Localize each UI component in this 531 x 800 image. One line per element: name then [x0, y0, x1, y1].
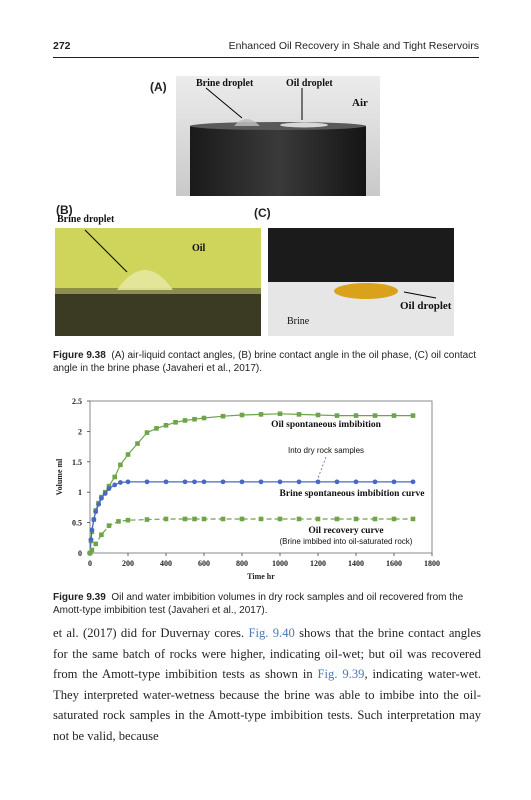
y-tick-label: 1: [78, 488, 82, 498]
body-paragraph: [53, 623, 481, 746]
series-3-point: [99, 532, 104, 537]
series-2-point: [335, 479, 340, 484]
series-2-point: [259, 479, 264, 484]
series-2-point: [118, 480, 123, 485]
series-3-point: [183, 517, 188, 522]
x-tick-label: 0: [88, 559, 92, 568]
label-brine-droplet-b: Brine droplet: [57, 214, 115, 225]
label-brine-droplet-a: Brine droplet: [196, 78, 254, 89]
label-oil-droplet-a: Oil droplet: [286, 78, 333, 89]
annotation-oil-recovery: Oil recovery curve: [308, 526, 384, 536]
series-1-point: [240, 413, 245, 418]
y-tick-label: 0.5: [72, 518, 82, 528]
annotation-oil-imbibition: Oil spontaneous imbibition: [271, 420, 381, 430]
series-1-point: [164, 423, 169, 428]
series-1-point: [221, 414, 226, 419]
series-2-point: [91, 517, 96, 522]
series-1-point: [173, 420, 178, 425]
series-3-point: [126, 518, 131, 523]
series-1-point: [183, 418, 188, 423]
series-3-point: [90, 548, 95, 553]
series-1-point: [192, 417, 197, 422]
panel-a-label: (A): [150, 80, 167, 94]
series-1-point: [316, 413, 321, 418]
series-2-point: [278, 479, 283, 484]
label-air: Air: [352, 97, 368, 109]
photo-panel-a-svg: [176, 76, 380, 196]
imbibition-chart: [30, 392, 485, 587]
series-1-point: [297, 412, 302, 417]
series-3-point: [278, 517, 283, 522]
y-tick-label: 0: [78, 549, 82, 558]
rock-surface-b: [55, 292, 261, 336]
photo-panel-b-svg: [55, 228, 261, 336]
figure-9-39-link[interactable]: Fig. 9.39: [317, 667, 365, 681]
label-oil-b: Oil: [192, 243, 206, 254]
running-title: Enhanced Oil Recovery in Shale and Tight Reservoirs: [228, 40, 479, 52]
series-3-point: [297, 517, 302, 522]
series-2-point: [354, 479, 359, 484]
series-3-point: [107, 523, 112, 528]
series-3-point: [392, 517, 397, 522]
y-axis-label: Volume ml: [55, 458, 64, 496]
x-tick-label: 1400: [348, 559, 364, 568]
oil-droplet-c: [334, 283, 398, 299]
figure-9-39-caption-text: Oil and water imbibition volumes in dry rock samples and oil recovered from the Amott-type imbibition test (Javaheri et al., 2017).: [53, 592, 464, 616]
series-3-point: [411, 517, 416, 522]
series-3-point: [93, 542, 98, 547]
y-tick-label: 2.5: [72, 397, 82, 406]
series-3-point: [354, 517, 359, 522]
series-1-point: [202, 416, 207, 421]
series-2-point: [107, 486, 112, 491]
series-2-point: [183, 479, 188, 484]
series-2-point: [316, 479, 321, 484]
series-1-point: [126, 452, 131, 457]
series-3-point: [116, 519, 121, 524]
panel-b-label: (B): [56, 203, 73, 217]
series-3-point: [316, 517, 321, 522]
x-tick-label: 600: [198, 559, 210, 568]
figure-9-39-caption: [53, 591, 481, 617]
figure-9-40-link[interactable]: Fig. 9.40: [248, 626, 295, 640]
series-2-point: [145, 479, 150, 484]
page-number: 272: [53, 40, 71, 52]
x-tick-label: 1600: [386, 559, 402, 568]
header-rule: [53, 57, 479, 58]
figure-9-38-caption-text: (A) air-liquid contact angles, (B) brine contact angle in the oil phase, (C) oil contact angle in the brine phase (Javaheri et al., 2017).: [53, 350, 476, 374]
annotation-brine-curve: Brine spontaneous imbibition curve: [279, 489, 425, 499]
series-1-point: [373, 413, 378, 418]
series-1-point: [354, 413, 359, 418]
series-2-point: [99, 496, 104, 501]
series-2-point: [112, 483, 117, 488]
series-2-point: [240, 479, 245, 484]
series-2-point: [96, 502, 101, 507]
series-3-point: [164, 517, 169, 522]
series-2-point: [392, 479, 397, 484]
series-2-point: [103, 491, 108, 496]
body-text-1: et al. (2017) did for Duvernay cores.: [53, 626, 249, 640]
photo-panel-b: [55, 228, 261, 336]
series-3-point: [192, 517, 197, 522]
rock-sample-c: [268, 228, 454, 282]
x-axis-label: Time hr: [247, 572, 275, 581]
series-2-point: [89, 537, 94, 542]
series-3-point: [373, 517, 378, 522]
body-text-2: shows that the brine contact angles for the same batch of rocks were higher, indicating oil-wet; but oil was recovered from the Amott-type imbibition tests as shown in: [53, 626, 482, 681]
figure-9-38-caption-label: Figure 9.38: [53, 350, 106, 361]
series-2-point: [373, 479, 378, 484]
series-2-point: [126, 479, 131, 484]
series-3-point: [145, 517, 150, 522]
series-1-point: [118, 463, 123, 468]
oil-droplet-a: [280, 123, 328, 128]
figure-9-39-caption-label: Figure 9.39: [53, 592, 106, 603]
series-3-point: [202, 517, 207, 522]
x-tick-label: 400: [160, 559, 172, 568]
y-tick-label: 2: [78, 427, 82, 437]
rock-top-a: [190, 122, 366, 130]
series-1-point: [335, 413, 340, 418]
label-oil-droplet-c: Oil droplet: [400, 300, 452, 312]
figure-9-38-caption: [53, 349, 481, 375]
series-2-point: [221, 479, 226, 484]
series-2-point: [192, 479, 197, 484]
y-tick-label: 1.5: [72, 457, 82, 467]
x-tick-label: 1200: [310, 559, 326, 568]
rock-sample-a: [190, 126, 366, 196]
series-1-point: [392, 413, 397, 418]
series-1-point: [154, 426, 159, 431]
series-1-point: [259, 412, 264, 417]
series-2-point: [90, 527, 95, 532]
series-3-point: [335, 517, 340, 522]
photo-panel-a: [176, 76, 380, 196]
series-2-point: [297, 479, 302, 484]
series-3-point: [221, 517, 226, 522]
panel-c-label: (C): [254, 206, 271, 220]
annotation-brine-imbibed: (Brine imbibed into oil-saturated rock): [279, 537, 413, 546]
x-tick-label: 1000: [272, 559, 288, 568]
label-brine-c: Brine: [287, 316, 310, 327]
series-1-point: [411, 413, 416, 418]
series-2-point: [164, 479, 169, 484]
series-2-point: [411, 479, 416, 484]
x-tick-label: 1800: [424, 559, 440, 568]
series-3-point: [259, 517, 264, 522]
body-text-3: , indicating water-wet. They interpreted water-wetness because the brine was able to imbibe into the oil-saturated rock samples in the Amott-type imbibition tests. Such interpretation may not be valid, because: [53, 667, 482, 743]
series-1-point: [112, 475, 117, 480]
x-tick-label: 800: [236, 559, 248, 568]
series-2-point: [202, 479, 207, 484]
series-1-point: [278, 411, 283, 416]
series-1-point: [135, 441, 140, 446]
series-3-point: [240, 517, 245, 522]
series-2-point: [93, 509, 98, 514]
series-1-point: [145, 430, 150, 435]
x-tick-label: 200: [122, 559, 134, 568]
annotation-dry-rock: Into dry rock samples: [287, 446, 365, 455]
